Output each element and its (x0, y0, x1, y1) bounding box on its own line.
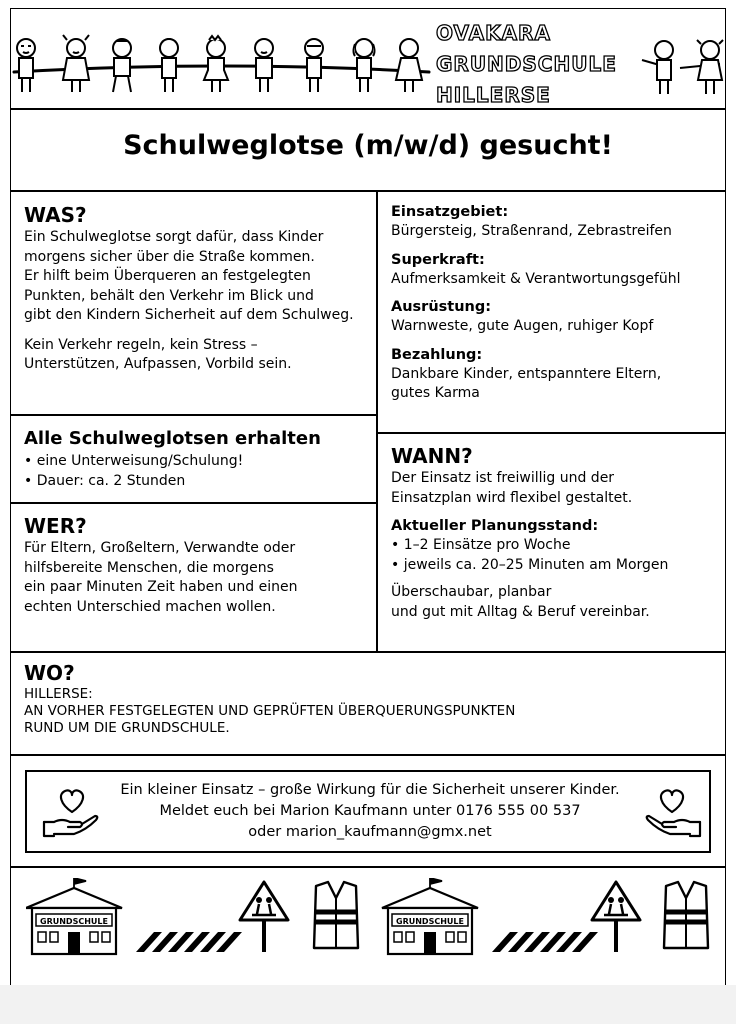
wann-subheading: Aktueller Planungsstand: (391, 518, 599, 534)
contact-line-2: Meldet euch bei Marion Kaufmann unter 0176 555 00 537 (159, 803, 581, 819)
grid-line-left-2 (10, 502, 377, 504)
info-item (391, 202, 721, 242)
info-value: Bürgersteig, Straßenrand, Zebrastreifen (391, 223, 672, 239)
section-was (24, 202, 369, 375)
section-info (391, 202, 721, 404)
was-text (24, 228, 369, 326)
heart-hand-icon (642, 786, 702, 842)
section-training (24, 426, 369, 491)
was-line: Unterstützen, Aufpassen, Vorbild sein. (24, 356, 292, 372)
page-title: Schulweglotse (m/w/d) gesucht! (123, 130, 613, 161)
wer-line: hilfsbereite Menschen, die morgens (24, 559, 274, 576)
grid-line-left-1 (10, 414, 377, 416)
header-divider (10, 108, 726, 110)
wann-line: Einsatzplan wird flexibel gestaltet. (391, 489, 633, 506)
wann-line: Überschaubar, planbar (391, 584, 552, 600)
was-line: Kein Verkehr regeln, kein Stress – (24, 336, 258, 353)
school-name-line-3: HILLERSE (436, 83, 551, 107)
was-line: Ein Schulweglotse sorgt dafür, dass Kinder (24, 229, 324, 245)
was-line: gibt den Kindern Sicherheit auf dem Schulweg. (24, 307, 354, 323)
training-heading: Alle Schulweglotsen erhalten (24, 428, 321, 449)
page-bottom-margin (0, 985, 736, 1024)
wer-line: Für Eltern, Großeltern, Verwandte oder (24, 540, 296, 556)
school-sign-text: GRUNDSCHULE (40, 917, 108, 926)
contact-email: oder marion_kaufmann@gmx.net (248, 824, 492, 840)
contact-line-1: Ein kleiner Einsatz – große Wirkung für die Sicherheit unserer Kinder. (120, 782, 620, 798)
section-wer (24, 513, 369, 617)
was-line: Er hilft beim Überqueren an festgelegten (24, 268, 311, 284)
info-label: Bezahlung: (391, 346, 483, 363)
school-name (436, 18, 617, 111)
wo-heading: WO? (24, 661, 75, 685)
section-wann (391, 443, 721, 622)
school-sign-text: GRUNDSCHULE (396, 917, 464, 926)
wo-line: AN VORHER FESTGELEGTEN UND GEPRÜFTEN ÜBERQUERUNGSPUNKTEN (24, 703, 516, 719)
school-name-line-1: OVAKARA (436, 21, 551, 45)
wann-line: und gut mit Alltag & Beruf vereinbar. (391, 603, 650, 620)
wo-line: RUND UM DIE GRUNDSCHULE. (24, 720, 230, 736)
grid-line-middle (376, 190, 378, 652)
grid-line-footer (10, 866, 726, 868)
info-label: Ausrüstung: (391, 299, 492, 315)
was-line: morgens sicher über die Straße kommen. (24, 248, 315, 265)
info-value: gutes Karma (391, 385, 480, 401)
was-text-2 (24, 336, 369, 375)
info-value: Warnweste, gute Augen, ruhiger Kopf (391, 318, 654, 334)
training-bullet: • eine Unterweisung/Schulung! (24, 452, 369, 472)
wo-line: HILLERSE: (24, 686, 93, 702)
contact-banner (25, 770, 711, 853)
was-line: Punkten, behält den Verkehr im Blick und (24, 287, 314, 304)
info-value: Aufmerksamkeit & Verantwortungsgefühl (391, 270, 681, 287)
children-chain-illustration (4, 30, 434, 100)
info-item (391, 345, 721, 404)
training-bullet: • Dauer: ca. 2 Stunden (24, 472, 369, 492)
wer-line: echten Unterschied machen wollen. (24, 598, 276, 615)
school-name-line-2: GRUNDSCHULE (436, 52, 617, 76)
section-wo (24, 660, 714, 737)
wann-line: Der Einsatz ist freiwillig und der (391, 470, 615, 486)
wer-heading: WER? (24, 514, 87, 538)
grid-line-top (10, 190, 726, 192)
info-item (391, 297, 721, 337)
contact-text (87, 780, 653, 843)
grid-line-contact (10, 754, 726, 756)
wann-heading: WANN? (391, 444, 473, 468)
footer-illustrations (26, 878, 716, 958)
info-label: Superkraft: (391, 251, 485, 268)
wer-line: ein paar Minuten Zeit haben und einen (24, 579, 298, 595)
info-label: Einsatzgebiet: (391, 204, 509, 220)
was-heading: WAS? (24, 203, 87, 227)
grid-line-wo (10, 651, 726, 653)
children-pair-illustration (640, 38, 730, 98)
info-item (391, 250, 721, 290)
wann-bullet: • 1–2 Einsätze pro Woche (391, 536, 721, 556)
wann-bullet: • jeweils ca. 20–25 Minuten am Morgen (391, 556, 721, 576)
info-value: Dankbare Kinder, entspanntere Eltern, (391, 365, 662, 382)
grid-line-right-1 (376, 432, 726, 434)
